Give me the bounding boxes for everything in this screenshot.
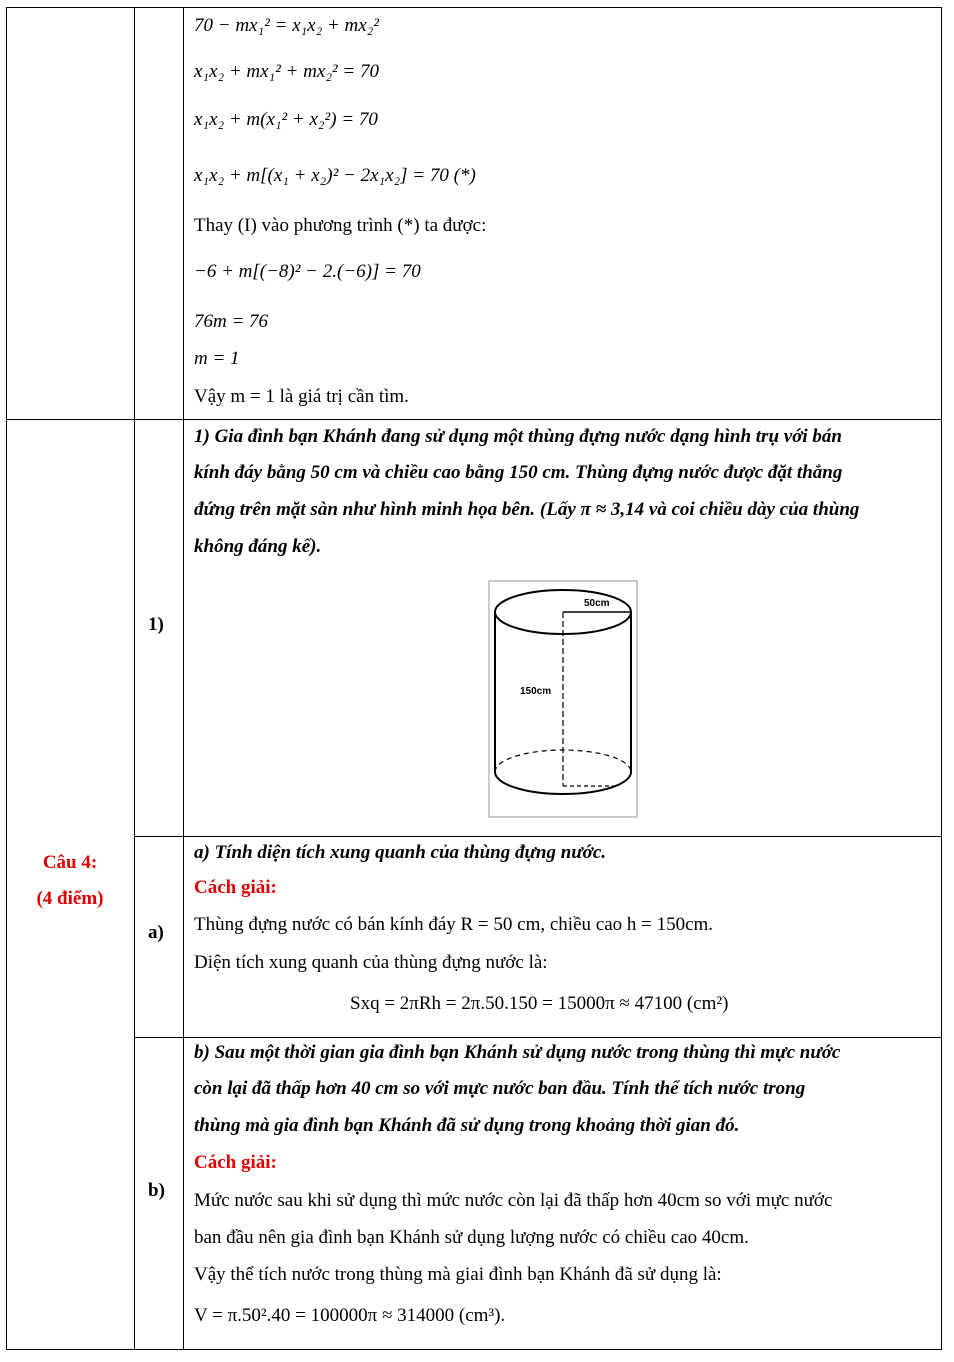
- part-a-method: Cách giải:: [194, 877, 277, 898]
- eq-line-5: −6 + m[(−8)² − 2.(−6)] = 70: [194, 261, 421, 282]
- part-a-label: a): [148, 922, 164, 943]
- part1-text-1: 1) Gia đình bạn Khánh đang sử dụng một thùng đựng nước dạng hình trụ với bán: [194, 426, 842, 447]
- cylinder-figure: [488, 580, 638, 820]
- part-b-method: Cách giải:: [194, 1152, 277, 1173]
- part-a-line-2: Diện tích xung quanh của thùng đựng nước là:: [194, 952, 548, 973]
- part-b-line-2: ban đầu nên gia đình bạn Khánh sử dụng lượng nước có chiều cao 40cm.: [194, 1227, 749, 1248]
- eq-line-4: x₁x₂ + m[(x₁ + x₂)² − 2x₁x₂] = 70 (*): [194, 165, 476, 186]
- radius-label: 50cm: [584, 598, 610, 609]
- question-title: Câu 4:: [42, 852, 98, 873]
- part-b-question-3: thùng mà gia đình bạn Khánh đã sử dụng trong khoảng thời gian đó.: [194, 1115, 740, 1136]
- part-a-line-1: Thùng đựng nước có bán kính đáy R = 50 cm, chiều cao h = 150cm.: [194, 914, 714, 935]
- part-1-label: 1): [148, 614, 164, 635]
- conclusion-line: Vậy m = 1 là giá trị cần tìm.: [194, 386, 409, 407]
- part-b-label: b): [148, 1180, 165, 1201]
- part-b-line-3: Vậy thể tích nước trong thùng mà giai đình bạn Khánh đã sử dụng là:: [194, 1264, 722, 1285]
- solution-table: [6, 7, 942, 1350]
- part-a-question: a) Tính diện tích xung quanh của thùng đựng nước.: [194, 842, 607, 863]
- eq-line-3: x₁x₂ + m(x₁² + x₂²) = 70: [194, 109, 378, 130]
- col-divider-1: [134, 7, 135, 1350]
- part1-text-4: không đáng kể).: [194, 536, 322, 557]
- question-points: (4 điểm): [36, 888, 104, 909]
- part-b-formula: V = π.50².40 = 100000π ≈ 314000 (cm³).: [194, 1305, 506, 1326]
- col-divider-2: [183, 7, 184, 1350]
- text-line-substitute: Thay (I) vào phương trình (*) ta được:: [194, 215, 487, 236]
- part1-text-2: kính đáy bằng 50 cm và chiều cao bằng 150 cm. Thùng đựng nước được đặt thẳng: [194, 462, 843, 483]
- eq-line-2: x₁x₂ + mx₁² + mx₂² = 70: [194, 61, 379, 82]
- part-b-question-1: b) Sau một thời gian gia đình bạn Khánh sử dụng nước trong thùng thì mực nước: [194, 1042, 841, 1063]
- part-b-question-2: còn lại đã thấp hơn 40 cm so với mực nước ban đầu. Tính thể tích nước trong: [194, 1078, 806, 1099]
- part-b-line-1: Mức nước sau khi sử dụng thì mức nước còn lại đã thấp hơn 40cm so với mực nước: [194, 1190, 833, 1211]
- eq-line-1: 70 − mx₁² = x₁x₂ + mx₂²: [194, 15, 379, 36]
- part1-text-3: đứng trên mặt sàn như hình minh họa bên. (Lấy π ≈ 3,14 và coi chiều dày của thùng: [194, 499, 860, 520]
- height-label: 150cm: [520, 686, 552, 697]
- part-a-formula: Sxq = 2πRh = 2π.50.150 = 15000π ≈ 47100 (cm²): [350, 993, 729, 1014]
- row-divider-top: [6, 419, 942, 420]
- eq-line-6: 76m = 76: [194, 311, 269, 332]
- eq-line-7: m = 1: [194, 348, 240, 369]
- row-divider-a: [134, 836, 942, 837]
- row-divider-b: [134, 1037, 942, 1038]
